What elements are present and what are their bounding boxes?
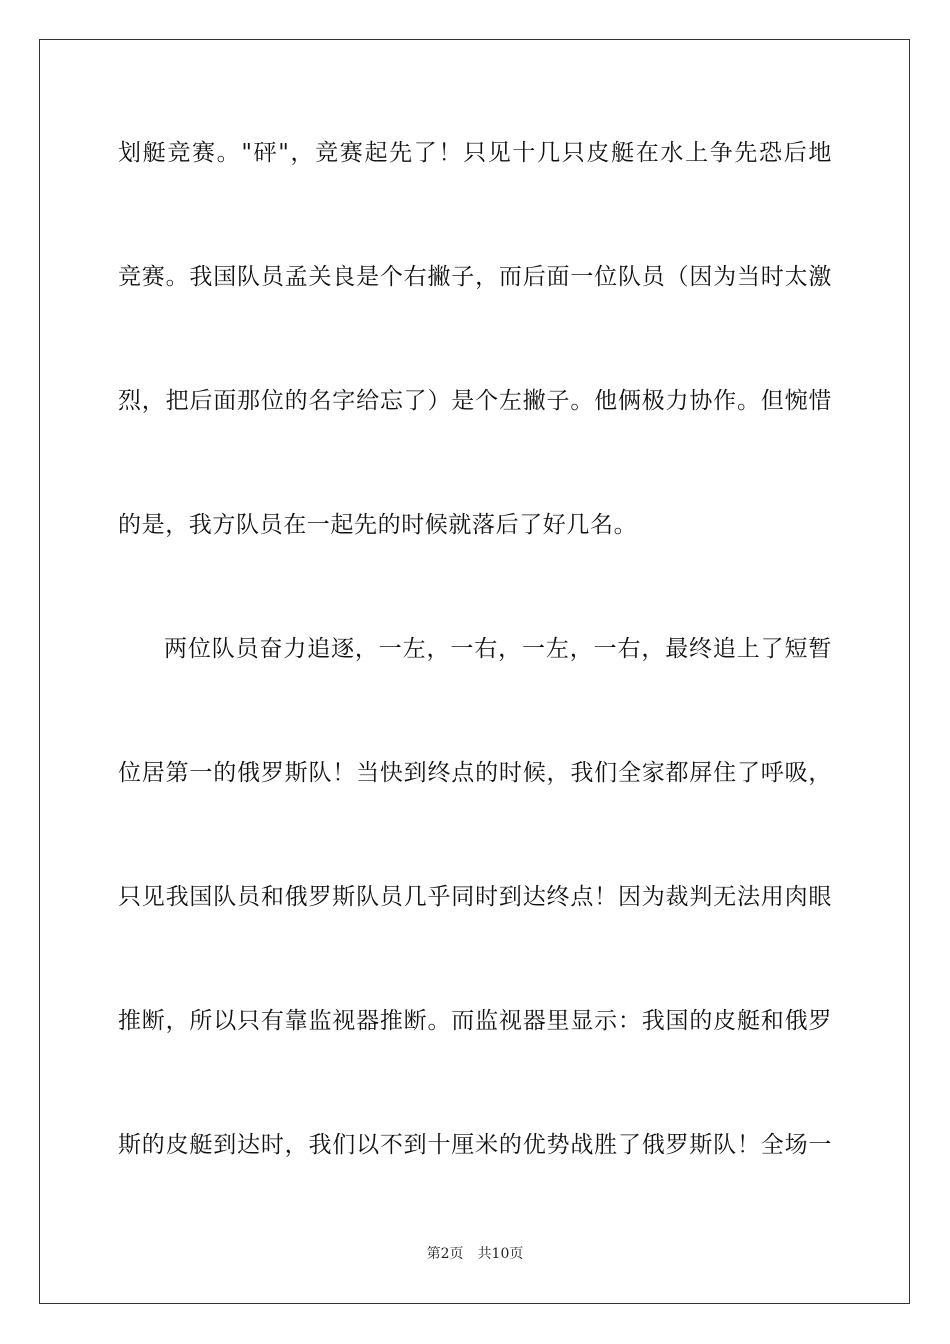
text-line-9: 斯的皮艇到达时，我们以不到十厘米的优势战胜了俄罗斯队！全场一 [118,1132,832,1158]
text-line-2: 竞赛。我国队员孟关良是个右撇子，而后面一位队员（因为当时太激 [118,264,832,290]
text-line-5: 两位队员奋力追逐，一左，一右，一左，一右，最终追上了短暂 [164,636,832,662]
text-line-7: 只见我国队员和俄罗斯队员几乎同时到达终点！因为裁判无法用肉眼 [118,884,832,910]
text-line-1: 划艇竞赛。"砰"，竞赛起先了！只见十几只皮艇在水上争先恐后地 [118,140,832,166]
text-line-8: 推断，所以只有靠监视器推断。而监视器里显示：我国的皮艇和俄罗 [118,1008,832,1034]
text-line-3: 烈，把后面那位的名字给忘了）是个左撇子。他俩极力协作。但惋惜 [118,388,832,414]
text-line-4: 的是，我方队员在一起先的时候就落后了好几名。 [118,512,638,538]
page-border [39,39,910,1304]
page-total: 共10页 [477,1246,524,1262]
text-line-6: 位居第一的俄罗斯队！当快到终点的时候，我们全家都屏住了呼吸， [118,760,832,786]
page-footer [0,1245,950,1263]
page-number: 第2页 [426,1246,464,1262]
